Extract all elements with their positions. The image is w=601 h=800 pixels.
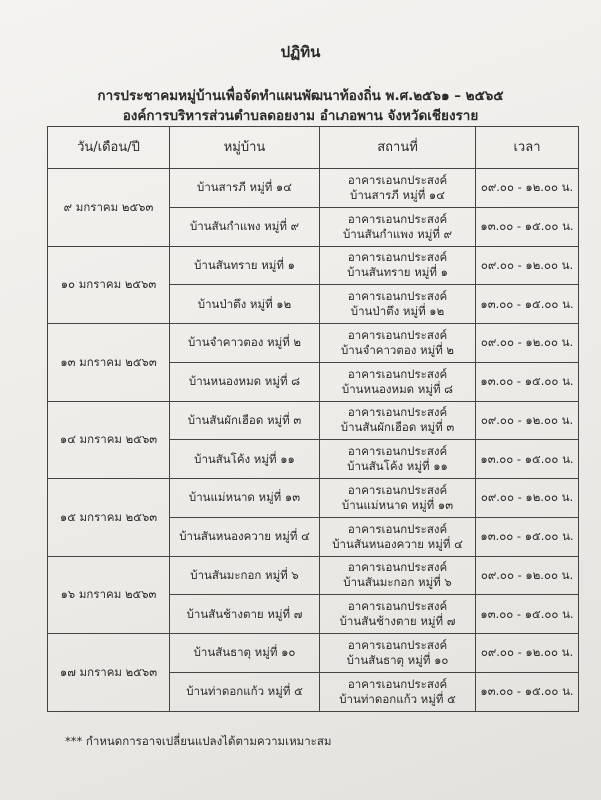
header-date: วัน/เดือน/ปี	[48, 127, 170, 169]
time-cell: ๑๓.๐๐ - ๑๕.๐๐ น.	[476, 285, 579, 324]
date-cell: ๑๓ มกราคม ๒๕๖๓	[48, 324, 170, 402]
place-line-village: บ้านสันโค้ง หมู่ที่ ๑๑	[347, 459, 448, 474]
time-cell: ๐๙.๐๐ - ๑๒.๐๐ น.	[476, 479, 579, 518]
place-cell	[320, 324, 476, 363]
place-line-building: อาคารเอนกประสงค์	[347, 289, 448, 304]
place-line-building: อาคารเอนกประสงค์	[347, 637, 448, 652]
village-cell: บ้านหนองหมด หมู่ที่ ๘	[170, 362, 320, 401]
place-cell	[320, 207, 476, 246]
time-cell: ๑๓.๐๐ - ๑๕.๐๐ น.	[476, 207, 579, 246]
place-line-village: บ้านสารภี หมู่ที่ ๑๔	[350, 187, 445, 202]
table-row	[48, 479, 579, 518]
header-time: เวลา	[476, 127, 579, 169]
place-cell	[320, 595, 476, 634]
place-cell	[320, 169, 476, 208]
place-line-village: บ้านสันทราย หมู่ที่ ๑	[347, 265, 448, 280]
page-title: ปฏิทิน	[280, 43, 321, 61]
time-cell: ๐๙.๐๐ - ๑๒.๐๐ น.	[476, 169, 579, 208]
schedule-body	[48, 169, 579, 712]
village-cell: บ้านป่าตึง หมู่ที่ ๑๒	[170, 285, 320, 324]
time-cell: ๑๓.๐๐ - ๑๕.๐๐ น.	[476, 362, 579, 401]
village-cell: บ้านสันผักเฮือด หมู่ที่ ๓	[170, 401, 320, 440]
place-line-building: อาคารเอนกประสงค์	[347, 444, 448, 459]
village-cell: บ้านสันทราย หมู่ที่ ๑	[170, 246, 320, 285]
time-cell: ๐๙.๐๐ - ๑๒.๐๐ น.	[476, 556, 579, 595]
time-cell: ๑๓.๐๐ - ๑๕.๐๐ น.	[476, 672, 579, 711]
village-cell: บ้านสันกำแพง หมู่ที่ ๙	[170, 207, 320, 246]
table-row	[48, 401, 579, 440]
place-line-village: บ้านสันผักเฮือด หมู่ที่ ๓	[340, 420, 455, 435]
place-cell	[320, 479, 476, 518]
village-cell: บ้านสันช้างตาย หมู่ที่ ๗	[170, 595, 320, 634]
place-cell	[320, 556, 476, 595]
village-cell: บ้านสันโค้ง หมู่ที่ ๑๑	[170, 440, 320, 479]
time-cell: ๐๙.๐๐ - ๑๒.๐๐ น.	[476, 634, 579, 673]
schedule-table	[47, 126, 579, 712]
place-cell	[320, 246, 476, 285]
place-line-village: บ้านสันธาตุ หมู่ที่ ๑๐	[346, 652, 449, 667]
village-cell: บ้านจำคาวตอง หมู่ที่ ๒	[170, 324, 320, 363]
place-cell	[320, 517, 476, 556]
place-line-building: อาคารเอนกประสงค์	[347, 405, 448, 420]
place-line-building: อาคารเอนกประสงค์	[347, 327, 448, 342]
place-line-village: บ้านหนองหมด หมู่ที่ ๘	[341, 381, 454, 396]
place-cell	[320, 440, 476, 479]
table-row	[48, 169, 579, 208]
header-village: หมู่บ้าน	[170, 127, 320, 169]
place-line-building: อาคารเอนกประสงค์	[347, 599, 448, 614]
footnote: *** กำหนดการอาจเปลี่ยนแปลงได้ตามความเหมาะสม	[65, 734, 332, 748]
date-cell: ๙ มกราคม ๒๕๖๓	[48, 169, 170, 247]
time-cell: ๑๓.๐๐ - ๑๕.๐๐ น.	[476, 517, 579, 556]
village-cell: บ้านสันธาตุ หมู่ที่ ๑๐	[170, 634, 320, 673]
place-line-building: อาคารเอนกประสงค์	[347, 211, 448, 226]
time-cell: ๑๓.๐๐ - ๑๕.๐๐ น.	[476, 595, 579, 634]
time-cell: ๑๓.๐๐ - ๑๕.๐๐ น.	[476, 440, 579, 479]
village-cell: บ้านท่าดอกแก้ว หมู่ที่ ๕	[170, 672, 320, 711]
table-row	[48, 324, 579, 363]
place-line-village: บ้านป่าตึง หมู่ที่ ๑๒	[350, 304, 445, 319]
subtitle-organization: องค์การบริหารส่วนตำบลดอยงาม อำเภอพาน จังหวัดเชียงราย	[122, 108, 479, 124]
date-cell: ๑๐ มกราคม ๒๕๖๓	[48, 246, 170, 324]
place-line-village: บ้านสันมะกอก หมู่ที่ ๖	[343, 575, 452, 590]
time-cell: ๐๙.๐๐ - ๑๒.๐๐ น.	[476, 401, 579, 440]
place-line-building: อาคารเอนกประสงค์	[347, 482, 448, 497]
place-line-village: บ้านสันช้างตาย หมู่ที่ ๗	[339, 614, 456, 629]
place-line-village: บ้านท่าดอกแก้ว หมู่ที่ ๕	[339, 691, 456, 706]
place-line-village: บ้านแม่หนาด หมู่ที่ ๑๓	[341, 497, 454, 512]
place-line-building: อาคารเอนกประสงค์	[347, 172, 448, 187]
place-cell	[320, 362, 476, 401]
date-cell: ๑๔ มกราคม ๒๕๖๓	[48, 401, 170, 479]
place-line-building: อาคารเอนกประสงค์	[347, 521, 448, 536]
table-row	[48, 246, 579, 285]
place-line-building: อาคารเอนกประสงค์	[347, 676, 448, 691]
village-cell: บ้านสันหนองควาย หมู่ที่ ๔	[170, 517, 320, 556]
place-line-building: อาคารเอนกประสงค์	[347, 560, 448, 575]
place-line-building: อาคารเอนกประสงค์	[347, 366, 448, 381]
place-line-village: บ้านสันกำแพง หมู่ที่ ๙	[342, 226, 452, 241]
place-line-building: อาคารเอนกประสงค์	[347, 250, 448, 265]
date-cell: ๑๗ มกราคม ๒๕๖๓	[48, 634, 170, 712]
table-row	[48, 556, 579, 595]
subtitle-meeting: การประชาคมหมู่บ้านเพื่อจัดทำแผนพัฒนาท้องถิ่น พ.ศ.๒๕๖๑ – ๒๕๖๕	[97, 88, 504, 104]
time-cell: ๐๙.๐๐ - ๑๒.๐๐ น.	[476, 246, 579, 285]
place-cell	[320, 285, 476, 324]
place-cell	[320, 672, 476, 711]
place-cell	[320, 634, 476, 673]
place-line-village: บ้านจำคาวตอง หมู่ที่ ๒	[340, 342, 455, 357]
place-line-village: บ้านสันหนองควาย หมู่ที่ ๔	[332, 536, 463, 551]
place-cell	[320, 401, 476, 440]
header-place: สถานที่	[320, 127, 476, 169]
village-cell: บ้านแม่หนาด หมู่ที่ ๑๓	[170, 479, 320, 518]
table-row	[48, 634, 579, 673]
village-cell: บ้านสารภี หมู่ที่ ๑๔	[170, 169, 320, 208]
date-cell: ๑๖ มกราคม ๒๕๖๓	[48, 556, 170, 634]
time-cell: ๐๙.๐๐ - ๑๒.๐๐ น.	[476, 324, 579, 363]
table-header-row	[48, 127, 579, 169]
village-cell: บ้านสันมะกอก หมู่ที่ ๖	[170, 556, 320, 595]
date-cell: ๑๕ มกราคม ๒๕๖๓	[48, 479, 170, 557]
